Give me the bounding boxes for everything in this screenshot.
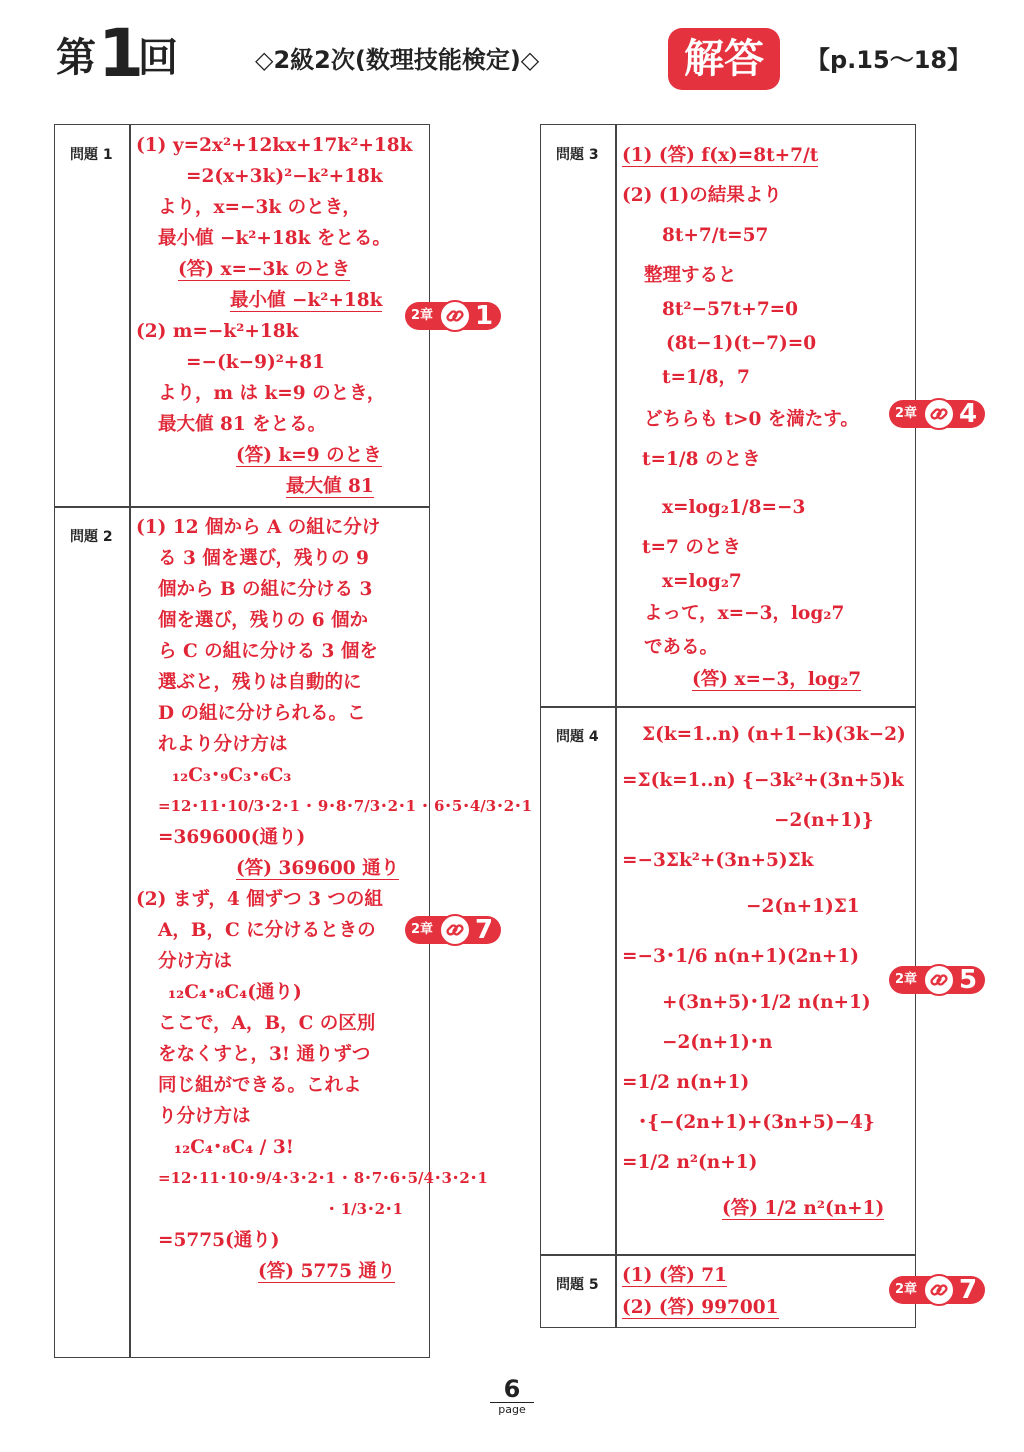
q4-line: −2(n+1)} — [774, 810, 874, 831]
q3-line: x=log₂1/8=−3 — [662, 497, 806, 518]
q1-line: (1) y=2x²+12kx+17k²+18k — [136, 135, 413, 156]
title-kai: 回 — [138, 35, 178, 81]
q2-line: =12･11･10･9/4･3･2･1 ･ 8･7･6･5/4･3･2･1 — [158, 1169, 488, 1187]
q2-line: ₁₂C₃･₉C₃･₆C₃ — [172, 765, 292, 786]
q4-line: +(3n+5)･1/2 n(n+1) — [662, 992, 871, 1013]
page-number-label: page — [490, 1402, 534, 1417]
link-number: 7 — [959, 1275, 978, 1305]
q4-line: =Σ(k=1..n) {−3k²+(3n+5)k — [622, 770, 904, 791]
right-column-divider — [615, 124, 617, 1328]
q2-line: A，B，C に分けるときの — [158, 920, 376, 941]
q1-q2-divider — [54, 506, 430, 508]
q1-line: =−(k−9)²+81 — [186, 352, 326, 373]
q2-line: 分け方は — [158, 951, 233, 972]
q3-final-answer: (1) (答) f(x)=8t+7/t — [622, 145, 819, 166]
q3-line: t=1/8 のとき — [642, 449, 761, 470]
q1-answer — [136, 130, 412, 502]
q3-line: (8t−1)(t−7)=0 — [666, 333, 817, 354]
chapter-label: 2章 — [895, 406, 918, 421]
chapter-link-q4[interactable] — [889, 964, 989, 996]
left-column-divider — [129, 124, 131, 1358]
chapter-link-q3[interactable] — [889, 398, 989, 430]
q3-line: (2) (1)の結果より — [622, 185, 782, 206]
q2-line: ₁₂C₄･₈C₄(通り) — [168, 982, 302, 1003]
q2-line: る 3 個を選び，残りの 9 — [158, 548, 369, 569]
q2-line: =369600(通り) — [158, 827, 306, 848]
q1-final-answer: 最小値 −k²+18k — [230, 290, 383, 311]
chapter-label: 2章 — [411, 922, 434, 937]
q1-line: より，m は k=9 のとき， — [158, 383, 386, 404]
q1-final-answer: (答) x=−3k のとき — [178, 259, 351, 280]
q4-line: =−3･1/6 n(n+1)(2n+1) — [622, 946, 860, 967]
q1-final-answer: 最大値 81 — [286, 476, 374, 497]
q1-line: 最大値 81 をとる。 — [158, 414, 327, 435]
q1-final-answer: (答) k=9 のとき — [236, 445, 382, 466]
chapter-label: 2章 — [895, 1282, 918, 1297]
q3-line: t=1/8，7 — [662, 367, 750, 388]
q5-final-answer: (1) (答) 71 — [622, 1265, 728, 1286]
q3-line: どちらも t>0 を満たす。 — [644, 409, 859, 430]
chapter-link-q1[interactable] — [405, 300, 505, 332]
q2-line: ここで，A，B，C の区別 — [158, 1013, 376, 1034]
q4-line: =1/2 n²(n+1) — [622, 1152, 758, 1173]
q4-line: ･{−(2n+1)+(3n+5)−4} — [638, 1112, 875, 1133]
q2-line: をなくすと，3! 通りずつ — [158, 1044, 371, 1065]
q4-final-answer: (答) 1/2 n²(n+1) — [722, 1198, 885, 1219]
q3-line: 8t+7/t=57 — [662, 225, 769, 246]
link-icon — [923, 1274, 955, 1306]
title-number: 1 — [98, 15, 144, 92]
q4-line: =1/2 n(n+1) — [622, 1072, 750, 1093]
link-icon — [923, 964, 955, 996]
q4-label: 問題 4 — [556, 729, 599, 745]
q3-q4-divider — [540, 706, 916, 708]
q2-line: り分け方は — [158, 1106, 251, 1127]
q3-line: である。 — [644, 637, 719, 658]
q3-label: 問題 3 — [556, 147, 599, 163]
page-range: 【p.15〜18】 — [806, 46, 972, 74]
q2-line: 個から B の組に分ける 3 — [158, 579, 373, 600]
q2-line: ･ 1/3･2･1 — [328, 1200, 403, 1218]
q4-line: −2(n+1)Σ1 — [746, 896, 860, 917]
q5-label: 問題 5 — [556, 1277, 599, 1293]
q2-line: (1) 12 個から A の組に分け — [136, 517, 381, 538]
link-icon — [439, 300, 471, 332]
q4-line: Σ(k=1..n) (n+1−k)(3k−2) — [642, 724, 906, 745]
q3-line: 8t²−57t+7=0 — [662, 299, 799, 320]
link-icon — [439, 914, 471, 946]
q2-line: 選ぶと，残りは自動的に — [158, 672, 362, 693]
q2-line: =12･11･10/3･2･1 ･ 9･8･7/3･2･1 ･ 6･5･4/3･2･1 — [158, 797, 533, 815]
q2-line: 個を選び，残りの 6 個か — [158, 610, 369, 631]
q1-label: 問題 1 — [70, 147, 113, 163]
chapter-label: 2章 — [411, 308, 434, 323]
chapter-link-q5[interactable] — [889, 1274, 989, 1306]
q2-line: ら C の組に分ける 3 個を — [158, 641, 378, 662]
q1-line: (2) m=−k²+18k — [136, 321, 299, 342]
q2-line: (2) まず，4 個ずつ 3 つの組 — [136, 889, 383, 910]
q2-label: 問題 2 — [70, 529, 113, 545]
q2-final-answer: (答) 369600 通り — [236, 858, 400, 879]
q2-final-answer: (答) 5775 通り — [258, 1261, 396, 1282]
q3-final-answer: (答) x=−3，log₂7 — [692, 669, 862, 690]
link-number: 1 — [475, 301, 494, 331]
q5-answer — [622, 1260, 779, 1324]
q2-line: ₁₂C₄･₈C₄ / 3! — [174, 1137, 294, 1158]
page-number — [490, 1376, 534, 1417]
q4-line: =−3Σk²+(3n+5)Σk — [622, 850, 814, 871]
q2-line: 同じ組ができる。これよ — [158, 1075, 362, 1096]
answer-badge: 解答 — [668, 28, 780, 90]
link-number: 4 — [959, 399, 978, 429]
chapter-label: 2章 — [895, 972, 918, 987]
q2-line: D の組に分けられる。こ — [158, 703, 366, 724]
q4-answer — [622, 716, 906, 1230]
q4-q5-divider — [540, 1254, 916, 1256]
q1-line: より，x=−3k のとき， — [158, 197, 361, 218]
q5-final-answer: (2) (答) 997001 — [622, 1297, 779, 1318]
link-number: 7 — [475, 915, 494, 945]
chapter-link-q2[interactable] — [405, 914, 505, 946]
q4-line: −2(n+1)･n — [662, 1032, 773, 1053]
q1-line: =2(x+3k)²−k²+18k — [186, 166, 383, 187]
q2-line: れより分け方は — [158, 734, 288, 755]
link-icon — [923, 398, 955, 430]
title-dai: 第 — [56, 35, 96, 81]
q3-line: 整理すると — [644, 265, 737, 286]
q2-answer — [136, 512, 532, 1287]
q2-line: =5775(通り) — [158, 1230, 280, 1251]
q3-line: x=log₂7 — [662, 571, 742, 592]
q1-line: 最小値 −k²+18k をとる。 — [158, 228, 391, 249]
q3-answer — [622, 138, 861, 694]
link-number: 5 — [959, 965, 978, 995]
exam-subtitle: ◇2級2次(数理技能検定)◇ — [255, 46, 540, 74]
q3-line: よって，x=−3，log₂7 — [644, 603, 845, 624]
page-number-value: 6 — [503, 1375, 521, 1403]
q3-line: t=7 のとき — [642, 537, 741, 558]
